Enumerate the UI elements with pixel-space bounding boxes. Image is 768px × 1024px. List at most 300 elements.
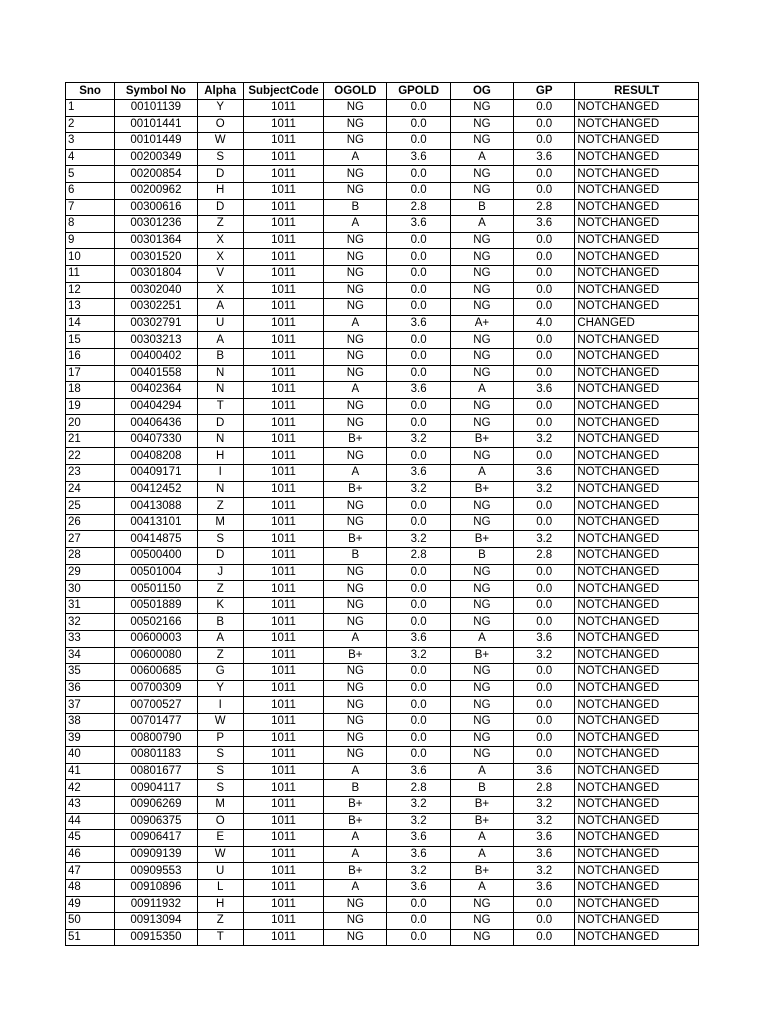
header-row [66, 83, 699, 100]
og-cell: B+ [450, 431, 513, 448]
sno-cell: 29 [66, 564, 115, 581]
og-old-cell: NG [324, 398, 387, 415]
symbol-no-cell: 00412452 [115, 481, 197, 498]
og-old-cell: NG [324, 282, 387, 299]
subject-code-cell: 1011 [243, 846, 323, 863]
gp-old-cell: 0.0 [387, 100, 450, 117]
alpha-cell: T [197, 398, 243, 415]
og-old-cell: B [324, 199, 387, 216]
sno-cell: 40 [66, 747, 115, 764]
symbol-no-cell: 00911932 [115, 896, 197, 913]
alpha-cell: U [197, 315, 243, 332]
symbol-no-cell: 00413088 [115, 498, 197, 515]
gp-old-cell: 3.6 [387, 315, 450, 332]
subject-code-cell: 1011 [243, 780, 323, 797]
alpha-cell: B [197, 614, 243, 631]
table-row [66, 465, 699, 482]
og-cell: NG [450, 398, 513, 415]
gp-old-cell: 0.0 [387, 332, 450, 349]
result-cell: CHANGED [575, 315, 699, 332]
og-cell: A [450, 879, 513, 896]
og-old-cell: B+ [324, 796, 387, 813]
og-old-cell: NG [324, 232, 387, 249]
gp-old-cell: 3.6 [387, 382, 450, 399]
subject-code-cell: 1011 [243, 116, 323, 133]
sno-cell: 49 [66, 896, 115, 913]
alpha-cell: Z [197, 913, 243, 930]
result-cell: NOTCHANGED [575, 133, 699, 150]
og-cell: NG [450, 332, 513, 349]
symbol-no-cell: 00401558 [115, 365, 197, 382]
og-cell: NG [450, 713, 513, 730]
table-body [66, 100, 699, 946]
table-row [66, 713, 699, 730]
result-cell: NOTCHANGED [575, 913, 699, 930]
subject-code-cell: 1011 [243, 498, 323, 515]
alpha-cell: K [197, 597, 243, 614]
og-old-cell: B+ [324, 647, 387, 664]
gp-cell: 0.0 [514, 133, 575, 150]
table-row [66, 415, 699, 432]
gp-cell: 0.0 [514, 332, 575, 349]
table-row [66, 249, 699, 266]
og-old-cell: NG [324, 133, 387, 150]
result-cell: NOTCHANGED [575, 149, 699, 166]
symbol-no-cell: 00913094 [115, 913, 197, 930]
gp-old-cell: 0.0 [387, 249, 450, 266]
subject-code-cell: 1011 [243, 813, 323, 830]
table-row [66, 863, 699, 880]
sno-cell: 23 [66, 465, 115, 482]
gp-old-cell: 0.0 [387, 730, 450, 747]
gp-cell: 3.6 [514, 216, 575, 233]
sno-cell: 1 [66, 100, 115, 117]
table-row [66, 929, 699, 946]
subject-code-cell: 1011 [243, 100, 323, 117]
og-old-cell: NG [324, 730, 387, 747]
subject-code-cell: 1011 [243, 614, 323, 631]
results-sheet [65, 82, 699, 946]
table-row [66, 149, 699, 166]
table-row [66, 896, 699, 913]
gp-old-cell: 3.6 [387, 631, 450, 648]
alpha-cell: X [197, 282, 243, 299]
gp-cell: 3.2 [514, 863, 575, 880]
sno-cell: 43 [66, 796, 115, 813]
symbol-no-cell: 00600003 [115, 631, 197, 648]
symbol-no-cell: 00200349 [115, 149, 197, 166]
og-old-cell: A [324, 846, 387, 863]
result-cell: NOTCHANGED [575, 465, 699, 482]
gp-old-cell: 3.2 [387, 796, 450, 813]
og-old-cell: NG [324, 597, 387, 614]
og-old-cell: B+ [324, 481, 387, 498]
subject-code-cell: 1011 [243, 730, 323, 747]
symbol-no-cell: 00101139 [115, 100, 197, 117]
table-row [66, 100, 699, 117]
gp-old-cell: 0.0 [387, 498, 450, 515]
alpha-cell: N [197, 481, 243, 498]
subject-code-cell: 1011 [243, 282, 323, 299]
gp-old-cell: 0.0 [387, 614, 450, 631]
gp-old-cell: 0.0 [387, 365, 450, 382]
table-row [66, 830, 699, 847]
symbol-no-cell: 00904117 [115, 780, 197, 797]
symbol-no-cell: 00302251 [115, 299, 197, 316]
alpha-cell: S [197, 780, 243, 797]
symbol-no-cell: 00501004 [115, 564, 197, 581]
subject-code-cell: 1011 [243, 216, 323, 233]
sno-cell: 10 [66, 249, 115, 266]
table-row [66, 913, 699, 930]
symbol-no-cell: 00801677 [115, 763, 197, 780]
gp-cell: 3.6 [514, 149, 575, 166]
subject-code-cell: 1011 [243, 680, 323, 697]
table-row [66, 448, 699, 465]
gp-old-cell: 3.2 [387, 813, 450, 830]
gp-cell: 3.6 [514, 631, 575, 648]
subject-code-cell: 1011 [243, 365, 323, 382]
og-old-cell: A [324, 879, 387, 896]
og-old-cell: NG [324, 498, 387, 515]
gp-cell: 0.0 [514, 398, 575, 415]
gp-old-cell: 2.8 [387, 780, 450, 797]
sno-cell: 9 [66, 232, 115, 249]
gp-old-cell: 0.0 [387, 664, 450, 681]
result-cell: NOTCHANGED [575, 216, 699, 233]
symbol-no-cell: 00700309 [115, 680, 197, 697]
subject-code-cell: 1011 [243, 133, 323, 150]
gp-old-cell: 3.2 [387, 431, 450, 448]
alpha-cell: Z [197, 647, 243, 664]
header-gp: GP [514, 83, 575, 100]
result-cell: NOTCHANGED [575, 100, 699, 117]
alpha-cell: A [197, 631, 243, 648]
table-row [66, 581, 699, 598]
symbol-no-cell: 00409171 [115, 465, 197, 482]
table-row [66, 232, 699, 249]
alpha-cell: A [197, 332, 243, 349]
result-cell: NOTCHANGED [575, 713, 699, 730]
result-cell: NOTCHANGED [575, 879, 699, 896]
og-cell: B+ [450, 647, 513, 664]
og-cell: NG [450, 265, 513, 282]
gp-old-cell: 2.8 [387, 199, 450, 216]
og-old-cell: NG [324, 365, 387, 382]
gp-cell: 0.0 [514, 182, 575, 199]
symbol-no-cell: 00600080 [115, 647, 197, 664]
table-row [66, 481, 699, 498]
sno-cell: 39 [66, 730, 115, 747]
og-cell: A [450, 382, 513, 399]
og-old-cell: NG [324, 182, 387, 199]
sno-cell: 21 [66, 431, 115, 448]
result-cell: NOTCHANGED [575, 398, 699, 415]
og-old-cell: NG [324, 265, 387, 282]
gp-old-cell: 0.0 [387, 348, 450, 365]
gp-cell: 0.0 [514, 498, 575, 515]
sno-cell: 14 [66, 315, 115, 332]
og-cell: NG [450, 581, 513, 598]
sno-cell: 34 [66, 647, 115, 664]
symbol-no-cell: 00303213 [115, 332, 197, 349]
og-cell: NG [450, 929, 513, 946]
gp-old-cell: 3.2 [387, 481, 450, 498]
sno-cell: 28 [66, 548, 115, 565]
og-old-cell: NG [324, 913, 387, 930]
subject-code-cell: 1011 [243, 647, 323, 664]
alpha-cell: U [197, 863, 243, 880]
symbol-no-cell: 00101449 [115, 133, 197, 150]
gp-old-cell: 0.0 [387, 697, 450, 714]
og-old-cell: B [324, 548, 387, 565]
alpha-cell: I [197, 697, 243, 714]
gp-old-cell: 0.0 [387, 680, 450, 697]
result-cell: NOTCHANGED [575, 929, 699, 946]
og-cell: NG [450, 514, 513, 531]
og-cell: NG [450, 913, 513, 930]
og-cell: B [450, 780, 513, 797]
gp-cell: 0.0 [514, 348, 575, 365]
result-cell: NOTCHANGED [575, 747, 699, 764]
table-row [66, 631, 699, 648]
og-old-cell: NG [324, 929, 387, 946]
subject-code-cell: 1011 [243, 929, 323, 946]
symbol-no-cell: 00406436 [115, 415, 197, 432]
alpha-cell: B [197, 348, 243, 365]
gp-old-cell: 3.6 [387, 879, 450, 896]
table-row [66, 166, 699, 183]
gp-cell: 4.0 [514, 315, 575, 332]
alpha-cell: D [197, 548, 243, 565]
gp-old-cell: 3.6 [387, 830, 450, 847]
gp-old-cell: 0.0 [387, 929, 450, 946]
result-cell: NOTCHANGED [575, 232, 699, 249]
og-cell: B [450, 548, 513, 565]
alpha-cell: G [197, 664, 243, 681]
symbol-no-cell: 00600685 [115, 664, 197, 681]
gp-old-cell: 3.6 [387, 216, 450, 233]
sno-cell: 32 [66, 614, 115, 631]
subject-code-cell: 1011 [243, 597, 323, 614]
symbol-no-cell: 00501150 [115, 581, 197, 598]
result-cell: NOTCHANGED [575, 830, 699, 847]
og-old-cell: NG [324, 664, 387, 681]
alpha-cell: N [197, 382, 243, 399]
subject-code-cell: 1011 [243, 796, 323, 813]
og-cell: B [450, 199, 513, 216]
symbol-no-cell: 00502166 [115, 614, 197, 631]
gp-old-cell: 2.8 [387, 548, 450, 565]
symbol-no-cell: 00906417 [115, 830, 197, 847]
symbol-no-cell: 00701477 [115, 713, 197, 730]
sno-cell: 30 [66, 581, 115, 598]
sno-cell: 19 [66, 398, 115, 415]
symbol-no-cell: 00400402 [115, 348, 197, 365]
gp-cell: 0.0 [514, 680, 575, 697]
result-cell: NOTCHANGED [575, 531, 699, 548]
subject-code-cell: 1011 [243, 315, 323, 332]
sno-cell: 5 [66, 166, 115, 183]
og-cell: NG [450, 232, 513, 249]
og-cell: NG [450, 680, 513, 697]
gp-cell: 0.0 [514, 249, 575, 266]
gp-cell: 3.6 [514, 382, 575, 399]
gp-cell: 3.2 [514, 431, 575, 448]
gp-cell: 0.0 [514, 713, 575, 730]
og-old-cell: NG [324, 415, 387, 432]
sno-cell: 38 [66, 713, 115, 730]
alpha-cell: S [197, 149, 243, 166]
symbol-no-cell: 00408208 [115, 448, 197, 465]
result-cell: NOTCHANGED [575, 664, 699, 681]
gp-cell: 3.6 [514, 830, 575, 847]
table-header [66, 83, 699, 100]
og-cell: NG [450, 249, 513, 266]
table-row [66, 879, 699, 896]
result-cell: NOTCHANGED [575, 481, 699, 498]
og-cell: NG [450, 348, 513, 365]
og-cell: NG [450, 896, 513, 913]
symbol-no-cell: 00301520 [115, 249, 197, 266]
symbol-no-cell: 00301364 [115, 232, 197, 249]
og-cell: A [450, 830, 513, 847]
result-cell: NOTCHANGED [575, 514, 699, 531]
table-row [66, 747, 699, 764]
subject-code-cell: 1011 [243, 232, 323, 249]
og-cell: NG [450, 116, 513, 133]
subject-code-cell: 1011 [243, 697, 323, 714]
gp-cell: 0.0 [514, 448, 575, 465]
result-cell: NOTCHANGED [575, 680, 699, 697]
symbol-no-cell: 00407330 [115, 431, 197, 448]
symbol-no-cell: 00906375 [115, 813, 197, 830]
gp-cell: 0.0 [514, 896, 575, 913]
result-cell: NOTCHANGED [575, 581, 699, 598]
table-row [66, 332, 699, 349]
subject-code-cell: 1011 [243, 863, 323, 880]
gp-old-cell: 0.0 [387, 265, 450, 282]
table-row [66, 365, 699, 382]
alpha-cell: Z [197, 581, 243, 598]
alpha-cell: H [197, 448, 243, 465]
sno-cell: 37 [66, 697, 115, 714]
symbol-no-cell: 00200962 [115, 182, 197, 199]
header-symbol-no: Symbol No [115, 83, 197, 100]
table-row [66, 697, 699, 714]
alpha-cell: S [197, 531, 243, 548]
og-old-cell: B+ [324, 431, 387, 448]
sno-cell: 17 [66, 365, 115, 382]
gp-cell: 0.0 [514, 415, 575, 432]
sno-cell: 18 [66, 382, 115, 399]
result-cell: NOTCHANGED [575, 780, 699, 797]
subject-code-cell: 1011 [243, 747, 323, 764]
og-old-cell: A [324, 763, 387, 780]
subject-code-cell: 1011 [243, 348, 323, 365]
gp-cell: 0.0 [514, 597, 575, 614]
og-old-cell: NG [324, 514, 387, 531]
gp-cell: 3.2 [514, 796, 575, 813]
symbol-no-cell: 00909139 [115, 846, 197, 863]
table-row [66, 514, 699, 531]
og-old-cell: NG [324, 332, 387, 349]
alpha-cell: P [197, 730, 243, 747]
sno-cell: 33 [66, 631, 115, 648]
og-cell: A [450, 216, 513, 233]
symbol-no-cell: 00700527 [115, 697, 197, 714]
result-cell: NOTCHANGED [575, 431, 699, 448]
alpha-cell: Z [197, 216, 243, 233]
sno-cell: 48 [66, 879, 115, 896]
result-cell: NOTCHANGED [575, 332, 699, 349]
subject-code-cell: 1011 [243, 299, 323, 316]
gp-cell: 3.2 [514, 647, 575, 664]
sno-cell: 15 [66, 332, 115, 349]
table-row [66, 780, 699, 797]
table-row [66, 846, 699, 863]
result-cell: NOTCHANGED [575, 846, 699, 863]
og-cell: NG [450, 697, 513, 714]
header-og-old: OGOLD [324, 83, 387, 100]
header-og: OG [450, 83, 513, 100]
sno-cell: 7 [66, 199, 115, 216]
og-old-cell: NG [324, 747, 387, 764]
gp-cell: 0.0 [514, 730, 575, 747]
og-old-cell: B [324, 780, 387, 797]
result-cell: NOTCHANGED [575, 597, 699, 614]
gp-old-cell: 3.2 [387, 863, 450, 880]
table-row [66, 647, 699, 664]
sno-cell: 35 [66, 664, 115, 681]
table-row [66, 813, 699, 830]
results-table [65, 82, 699, 946]
og-old-cell: NG [324, 564, 387, 581]
gp-old-cell: 3.2 [387, 531, 450, 548]
result-cell: NOTCHANGED [575, 863, 699, 880]
gp-cell: 3.6 [514, 846, 575, 863]
gp-old-cell: 3.6 [387, 846, 450, 863]
alpha-cell: Z [197, 498, 243, 515]
symbol-no-cell: 00300616 [115, 199, 197, 216]
result-cell: NOTCHANGED [575, 813, 699, 830]
result-cell: NOTCHANGED [575, 299, 699, 316]
alpha-cell: D [197, 415, 243, 432]
symbol-no-cell: 00909553 [115, 863, 197, 880]
og-cell: A [450, 631, 513, 648]
gp-old-cell: 0.0 [387, 415, 450, 432]
gp-old-cell: 0.0 [387, 913, 450, 930]
og-old-cell: NG [324, 299, 387, 316]
table-row [66, 182, 699, 199]
sno-cell: 51 [66, 929, 115, 946]
sno-cell: 3 [66, 133, 115, 150]
table-row [66, 431, 699, 448]
table-row [66, 597, 699, 614]
table-row [66, 614, 699, 631]
og-old-cell: NG [324, 166, 387, 183]
sno-cell: 25 [66, 498, 115, 515]
header-alpha: Alpha [197, 83, 243, 100]
subject-code-cell: 1011 [243, 879, 323, 896]
subject-code-cell: 1011 [243, 581, 323, 598]
og-old-cell: B+ [324, 813, 387, 830]
og-cell: NG [450, 282, 513, 299]
subject-code-cell: 1011 [243, 664, 323, 681]
sno-cell: 16 [66, 348, 115, 365]
gp-cell: 0.0 [514, 697, 575, 714]
alpha-cell: I [197, 465, 243, 482]
